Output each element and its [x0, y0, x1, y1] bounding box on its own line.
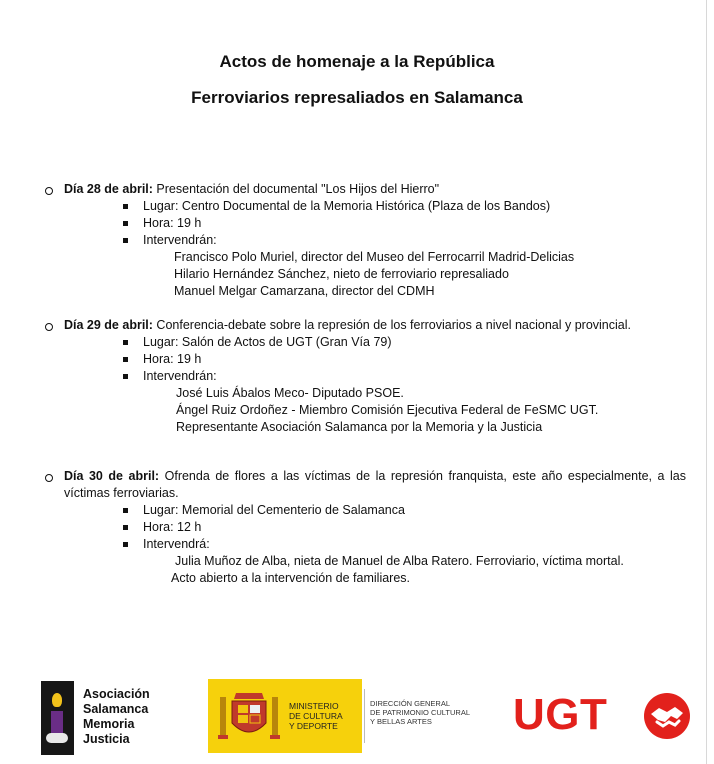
event-heading	[44, 181, 686, 198]
event-heading	[44, 468, 686, 502]
square-bullet-icon	[123, 340, 128, 345]
circle-bullet-icon	[45, 474, 53, 482]
speaker: Manuel Melgar Camarzana, director del CDMH	[174, 284, 435, 298]
speaker: Francisco Polo Muriel, director del Museo del Ferrocarril Madrid-Delicias	[174, 250, 575, 264]
coat-of-arms-icon	[218, 689, 280, 743]
detail-item	[143, 351, 686, 368]
square-bullet-icon	[123, 542, 128, 547]
detail-location: Lugar: Centro Documental de la Memoria Histórica (Plaza de los Bandos)	[143, 199, 551, 213]
speaker: José Luis Ábalos Meco- Diputado PSOE.	[176, 386, 404, 400]
event-details	[44, 334, 686, 385]
speaker: Julia Muñoz de Alba, nieta de Manuel de Alba Ratero. Ferroviario, víctima mortal.	[175, 554, 624, 568]
association-line: Memoria	[83, 717, 135, 731]
detail-item	[143, 368, 686, 385]
event-heading	[44, 317, 686, 334]
association-line: Asociación	[83, 687, 150, 701]
square-bullet-icon	[123, 508, 128, 513]
ugt-wordmark: UGT	[513, 690, 608, 739]
page-subtitle: Ferroviarios represaliados en Salamanca	[191, 88, 523, 107]
detail-time: Hora: 12 h	[143, 520, 202, 534]
event-date: Día 30 de abril:	[64, 469, 160, 483]
speaker: Ángel Ruiz Ordoñez - Miembro Comisión Ejecutiva Federal de FeSMC UGT.	[176, 403, 599, 417]
event-april-29	[44, 317, 686, 436]
speaker-list	[44, 385, 686, 436]
handshake-icon	[643, 692, 691, 740]
detail-location: Lugar: Memorial del Cementerio de Salamanca	[143, 503, 405, 517]
detail-item	[143, 198, 686, 215]
detail-item	[143, 215, 686, 232]
event-date: Día 29 de abril:	[64, 318, 153, 332]
speaker: Hilario Hernández Sánchez, nieto de ferroviario represaliado	[174, 267, 509, 281]
association-line: Salamanca	[83, 702, 149, 716]
candle-emblem-icon	[41, 681, 74, 755]
circle-bullet-icon	[45, 187, 53, 195]
event-details	[44, 502, 686, 553]
square-bullet-icon	[123, 357, 128, 362]
association-line: Justicia	[83, 732, 130, 746]
ugt-logo	[513, 688, 693, 744]
ministry-line: MINISTERIO	[289, 701, 339, 711]
event-april-28	[44, 181, 686, 300]
page-title: Actos de homenaje a la República	[219, 52, 495, 71]
speaker-note: Acto abierto a la intervención de familiares.	[171, 571, 411, 585]
event-date: Día 28 de abril:	[64, 182, 153, 196]
ministry-line: Y DEPORTE	[289, 721, 338, 731]
detail-item	[143, 232, 686, 249]
ministry-line: DE CULTURA	[289, 711, 343, 721]
detail-speakers-label: Intervendrá:	[143, 537, 210, 551]
square-bullet-icon	[123, 221, 128, 226]
detail-item	[143, 519, 686, 536]
association-logo	[41, 681, 173, 755]
detail-item	[143, 536, 686, 553]
circle-bullet-icon	[45, 323, 53, 331]
detail-speakers-label: Intervendrán:	[143, 233, 217, 247]
event-details	[44, 198, 686, 249]
square-bullet-icon	[123, 525, 128, 530]
speaker-list	[44, 553, 686, 587]
detail-item	[143, 502, 686, 519]
directorate-line: Y BELLAS ARTES	[370, 717, 432, 726]
event-description: Ofrenda de flores a las víctimas de la represión franquista, este año especialmente, a las víctimas ferroviarias.	[64, 469, 686, 500]
detail-item	[143, 334, 686, 351]
square-bullet-icon	[123, 204, 128, 209]
speaker-list	[44, 249, 686, 300]
square-bullet-icon	[123, 238, 128, 243]
directorate-line: DIRECCIÓN GENERAL	[370, 699, 451, 708]
ministry-logo	[208, 679, 490, 753]
detail-time: Hora: 19 h	[143, 216, 202, 230]
event-april-30	[44, 468, 686, 587]
event-description: Conferencia-debate sobre la represión de los ferroviarios a nivel nacional y provincial.	[156, 318, 631, 332]
directorate-line: DE PATRIMONIO CULTURAL	[370, 708, 471, 717]
square-bullet-icon	[123, 374, 128, 379]
divider	[364, 689, 365, 743]
detail-time: Hora: 19 h	[143, 352, 202, 366]
page-edge-rule	[706, 0, 707, 764]
speaker: Representante Asociación Salamanca por la Memoria y la Justicia	[176, 420, 543, 434]
detail-location: Lugar: Salón de Actos de UGT (Gran Vía 79)	[143, 335, 392, 349]
directorate-name	[370, 699, 470, 726]
ministry-name	[289, 701, 343, 731]
association-name	[83, 687, 150, 747]
detail-speakers-label: Intervendrán:	[143, 369, 217, 383]
sponsor-footer	[0, 676, 714, 756]
event-description: Presentación del documental "Los Hijos del Hierro"	[156, 182, 440, 196]
